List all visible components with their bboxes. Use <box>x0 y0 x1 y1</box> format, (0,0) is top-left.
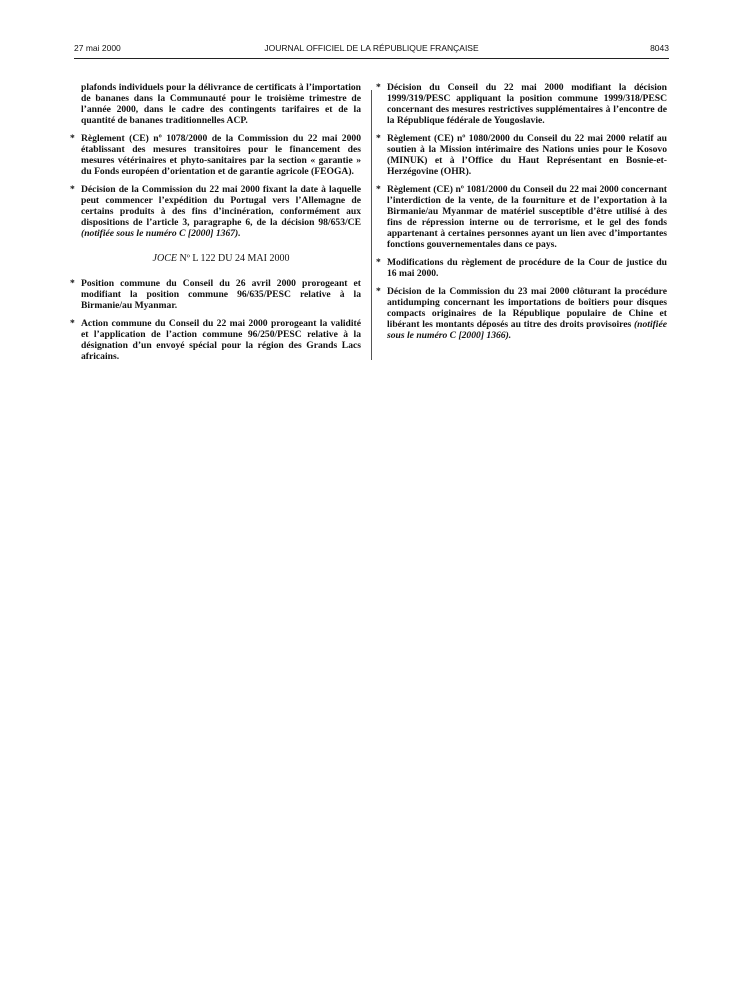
section-issue: Nº L 122 DU 24 MAI 2000 <box>179 253 290 264</box>
section-heading <box>81 253 361 264</box>
list-item <box>81 184 361 239</box>
right-column <box>387 82 667 348</box>
section-joce: JOCE <box>152 253 177 264</box>
notification-note: (notifiée sous le numéro C [2000] 1366). <box>387 319 667 341</box>
continuation-paragraph: plafonds individuels pour la délivrance de certificats à l’importation de bananes dans la Communauté pour le troisième trimestre de l’année 2000, dans le cadre des contingents tarifaires et de la quantité de bananes traditionnelles ACP. <box>81 82 361 126</box>
list-item: * Règlement (CE) nº 1081/2000 du Conseil du 22 mai 2000 concernant l’interdiction de la vente, de la fourniture et de l’exportation à la Birmanie/au Myanmar de matériel susceptible d’être utilisé à des fins de répression interne ou de terrorisme, et le gel des fonds appartenant à certaines personnes ayant un lien avec d’importantes fonctions gouvernementales dans ce pays. <box>387 184 667 250</box>
page-header <box>74 43 669 57</box>
left-column <box>81 82 361 369</box>
journal-title: JOURNAL OFFICIEL DE LA RÉPUBLIQUE FRANÇAISE <box>264 43 479 53</box>
list-item: * Décision du Conseil du 22 mai 2000 modifiant la décision 1999/319/PESC appliquant la position commune 1999/318/PESC concernant des mesures restrictives supplémentaires à l’encontre de la République fédérale de Yougoslavie. <box>387 82 667 126</box>
header-rule <box>74 58 669 59</box>
list-item: * Position commune du Conseil du 26 avril 2000 prorogeant et modifiant la position commune 96/635/PESC relative à la Birmanie/au Myanmar. <box>81 278 361 311</box>
column-divider <box>371 90 372 360</box>
header-date: 27 mai 2000 <box>74 43 121 53</box>
list-item: * Règlement (CE) nº 1080/2000 du Conseil du 22 mai 2000 relatif au soutien à la Mission intérimaire des Nations unies pour le Kosovo (MINUK) et à l’Office du Haut Représentant en Bosnie-et-Herzégovine (OHR). <box>387 133 667 177</box>
list-item: * Modifications du règlement de procédure de la Cour de justice du 16 mai 2000. <box>387 257 667 279</box>
page-number: 8043 <box>650 43 669 53</box>
list-item <box>387 286 667 341</box>
notification-note: (notifiée sous le numéro C [2000] 1367). <box>81 228 241 239</box>
entry-text: Décision de la Commission du 23 mai 2000 clôturant la procédure antidumping concernant les importations de boîtiers pour disques compacts originaires de la République populaire de Chine et libérant les montants déposés au titre des droits provisoires <box>387 286 667 330</box>
list-item: * Action commune du Conseil du 22 mai 2000 prorogeant la validité et l’application de l’action commune 96/250/PESC relative à la désignation d’un envoyé spécial pour la région des Grands Lacs africains. <box>81 318 361 362</box>
list-item: * Règlement (CE) nº 1078/2000 de la Commission du 22 mai 2000 établissant des mesures transitoires pour le financement des mesures vétérinaires et phyto-sanitaires par la section « garantie » du Fonds européen d’orientation et de garantie agricole (FEOGA). <box>81 133 361 177</box>
entry-text: Décision de la Commission du 22 mai 2000 fixant la date à laquelle peut commencer l’expédition du Portugal vers l’Allemagne de certains produits à des fins d’incinération, conformément aux dispositions de l’article 3, paragraphe 6, de la décision 98/653/CE <box>81 184 361 228</box>
